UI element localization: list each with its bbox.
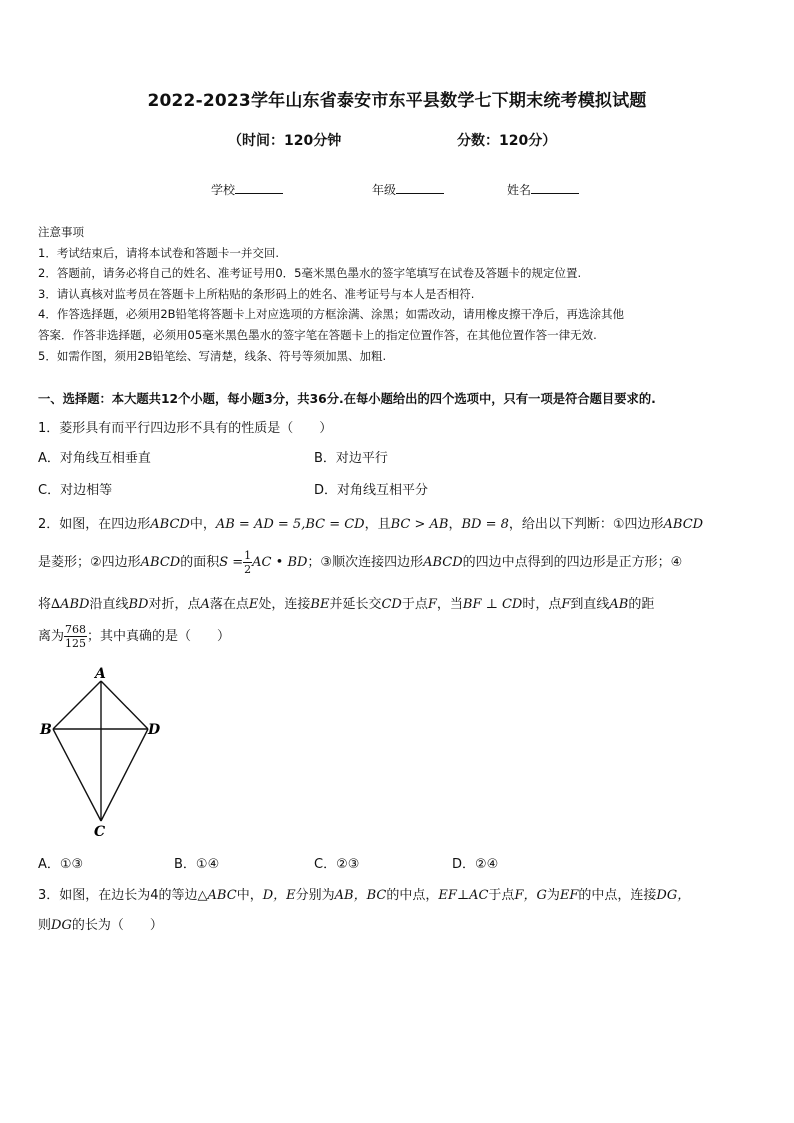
half-fraction [243,549,252,576]
q3-math: AB，BC [334,888,387,903]
note-item: 答案．作答非选择题，必须用05毫米黑色墨水的签字笔在答题卡上的指定位置作答，在其他位置作答一律无效. [38,328,597,342]
note-item: 4．作答选择题，必须用2B铅笔将答题卡上对应选项的方框涂满、涂黑；如需改动，请用橡皮擦干净后，再选涂其他 [38,307,625,321]
school-label: 学校 [211,183,236,197]
grade-label: 年级 [372,183,397,197]
vertex-label-d: D [148,722,161,738]
q2-text: ，且 [364,517,391,532]
q2-math: BE [310,597,330,612]
q3-math: EF⊥AC [438,888,489,903]
q2-text: 沿直线 [89,597,129,612]
q2-text: ；其中真确的是（ ） [87,629,231,644]
q2-math: ABCD [423,555,463,570]
q2-math: ABCD [663,517,704,532]
q2-text: ，给出以下判断：①四边形 [508,517,664,532]
q2-math: CD [381,597,402,612]
q2-math: F [561,597,571,612]
q3-text: 的长为（ ） [71,918,163,933]
q2-option-d[interactable]: D．②④ [452,857,499,872]
fraction-denominator: 125 [65,637,87,650]
q2-text: 到直线 [570,597,610,612]
q3-text: 中， [236,888,263,903]
name-label: 姓名 [507,183,532,197]
q2-text: 落在点 [209,597,249,612]
note-item: 1．考试结束后，请将本试卷和答题卡一并交回. [38,246,279,260]
fraction-denominator: 2 [244,563,252,576]
q2-math: BC > AB [390,517,449,532]
exam-score: 分数：120分） [457,133,557,149]
q3-math: D，E [262,888,296,903]
q2-text: 的四边中点得到的四边形是正方形；④ [462,555,683,570]
exam-time: （时间：120分钟 [228,133,342,149]
fraction-numerator: 768 [65,623,87,636]
note-item: 2．答题前，请务必将自己的姓名、准考证号用0．5毫米黑色墨水的签字笔填写在试卷及答题卡的规定位置. [38,266,582,280]
q2-text: 时，点 [522,597,562,612]
vertex-label-b: B [40,722,52,738]
q2-math: BD = 8 [461,517,509,532]
q3-line-2 [38,914,163,933]
section-heading: 一、选择题：本大题共12个小题，每小题3分，共36分.在每小题给出的四个选项中，只有一项是符合题目要求的. [38,392,656,406]
note-item: 3．请认真核对监考员在答题卡上所粘贴的条形码上的姓名、准考证号与本人是否相符. [38,287,475,301]
q2-math: S = [219,555,244,570]
notes-heading: 注意事项 [38,225,84,239]
q2-text: 的面积 [180,555,220,570]
q2-math: AB = AD = 5,BC = CD [215,517,365,532]
name-blank [531,181,579,194]
q2-line-4 [38,623,230,650]
grade-field [372,181,444,198]
q2-option-a[interactable]: A．①③ [38,857,84,872]
q2-text: 对折，点 [148,597,201,612]
q2-text: 中， [189,517,216,532]
vertex-label-a: A [95,666,106,682]
q2-math: BD [128,597,149,612]
q2-math: AC • BD [252,555,308,570]
q1-stem: 1．菱形具有而平行四边形不具有的性质是（ ） [38,421,333,436]
q3-text: 则 [38,918,52,933]
edge-bc [53,729,101,821]
note-item: 5．如需作图，须用2B铅笔绘、写清楚，线条、符号等须加黑、加粗. [38,349,387,363]
q2-line-1 [38,513,703,532]
q2-math: ∆ABD [51,597,90,612]
q2-text: 处，连接 [258,597,311,612]
q3-text: 的中点， [386,888,439,903]
grade-blank [396,181,444,194]
q2-text: 离为 [38,629,65,644]
q3-line-1 [38,884,690,903]
q1-option-a[interactable]: A．对角线互相垂直 [38,451,151,466]
q1-option-d[interactable]: D．对角线互相平分 [314,483,429,498]
q3-text: 为 [546,888,560,903]
q3-text: 于点 [488,888,515,903]
q2-math: E [248,597,259,612]
kite-figure [36,664,168,840]
q2-option-c[interactable]: C．②③ [314,857,360,872]
q2-text: 将 [38,597,52,612]
q2-math: BF ⊥ CD [462,597,523,612]
q2-line-3 [38,593,654,612]
q3-math: DG， [656,888,691,903]
school-blank [235,181,283,194]
school-field [211,181,283,198]
vertex-label-c: C [94,824,106,840]
q2-text: 是菱形；②四边形 [38,555,141,570]
q2-option-b[interactable]: B．①④ [174,857,220,872]
edge-ab [53,681,101,729]
q2-math: A [200,597,210,612]
q3-text: 的中点，连接 [578,888,657,903]
name-field [507,181,579,198]
fraction-numerator: 1 [244,549,252,562]
q3-text: 3．如图，在边长为4的等边 [38,888,198,903]
q2-text: ，当 [436,597,463,612]
page-title: 2022-2023学年山东省泰安市东平县数学七下期末统考模拟试题 [147,91,647,111]
q2-text: 的距 [628,597,655,612]
q2-line-2 [38,549,682,576]
q2-math: F [427,597,437,612]
q2-text: 并延长交 [329,597,382,612]
q3-math: EF [559,888,579,903]
q1-option-c[interactable]: C．对边相等 [38,483,113,498]
q3-text: 分别为 [295,888,335,903]
q3-math: DG [51,918,72,933]
q1-option-b[interactable]: B．对边平行 [314,451,388,466]
q2-text: ；③顺次连接四边形 [307,555,424,570]
q2-math: AB [609,597,629,612]
q2-text: 2．如图，在四边形 [38,517,151,532]
q3-math: F，G [514,888,547,903]
edge-ad [101,681,148,729]
q2-math: ABCD [140,555,181,570]
distance-fraction [64,623,87,650]
q2-math: ABCD [150,517,190,532]
q2-text: 于点 [401,597,428,612]
q3-math: △ABC [197,888,237,903]
q2-text: ， [448,517,462,532]
edge-dc [101,729,148,821]
